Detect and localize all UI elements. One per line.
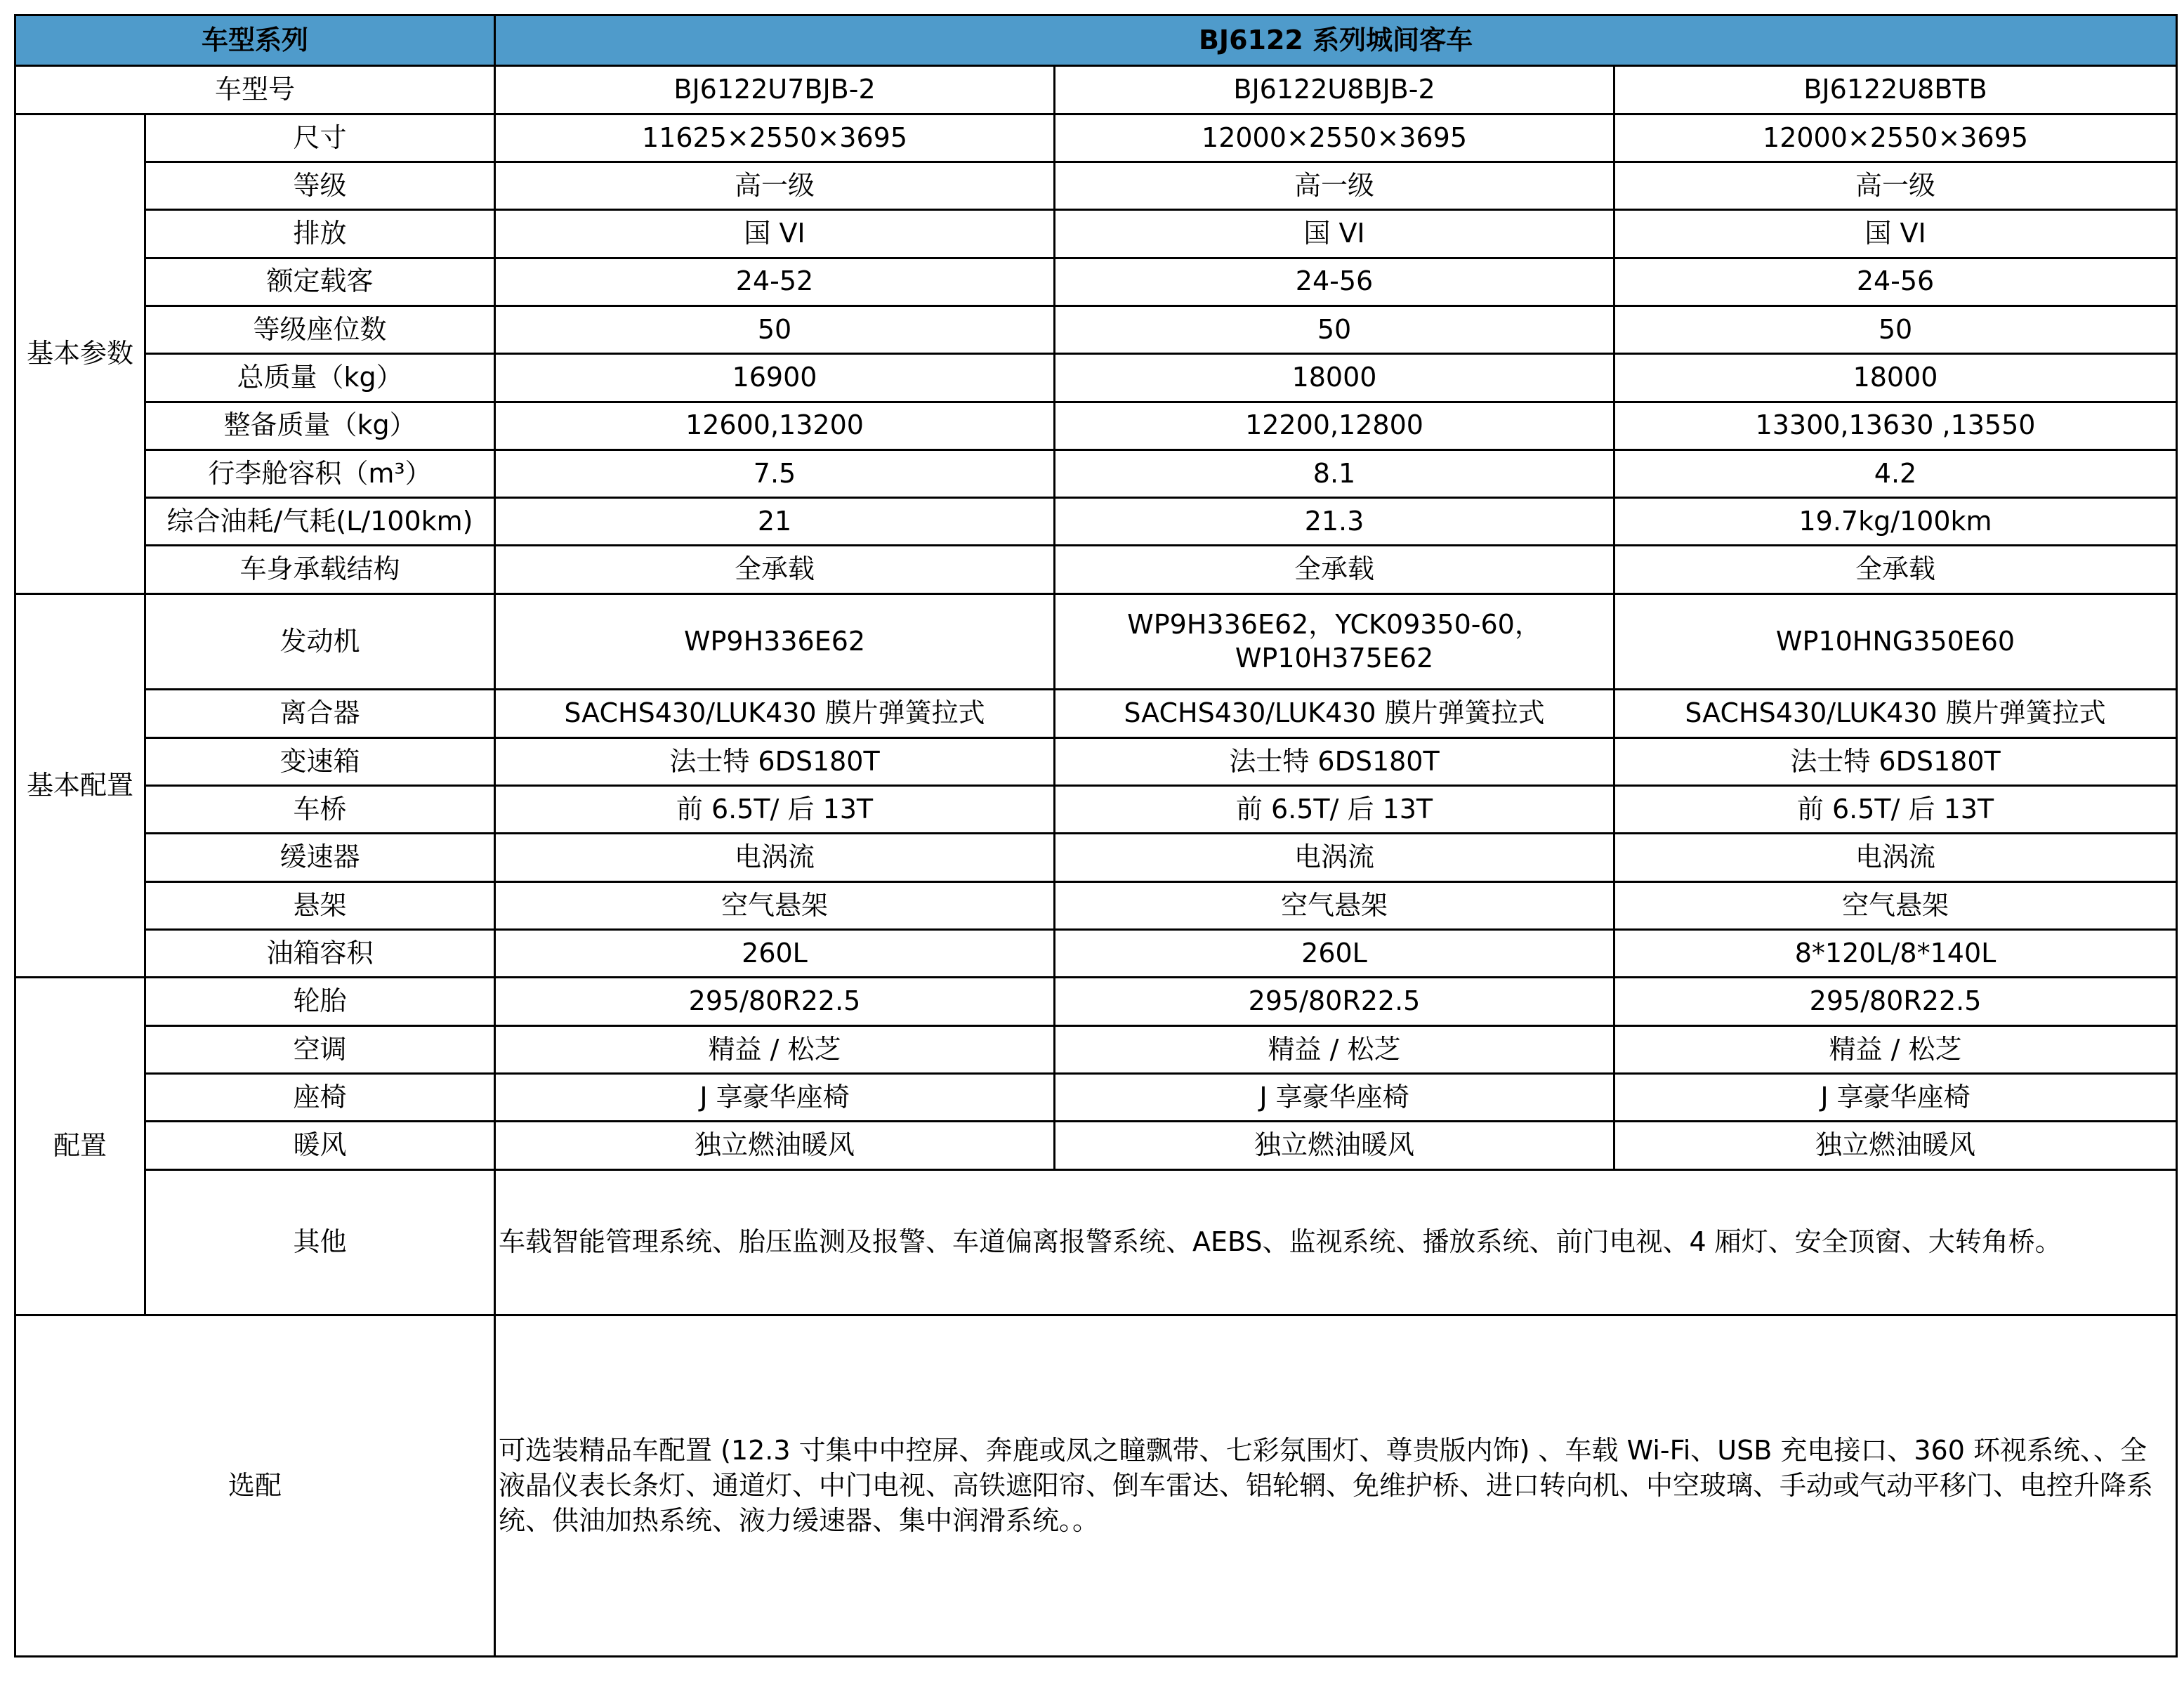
row-label: 其他 <box>145 1169 495 1315</box>
table-cell: 295/80R22.5 <box>495 978 1055 1025</box>
table-cell: 国 VI <box>495 210 1055 258</box>
table-cell: 12600,13200 <box>495 402 1055 449</box>
table-row <box>15 114 2177 162</box>
table-cell: 21.3 <box>1055 498 1614 546</box>
table-row <box>15 929 2177 977</box>
table-cell: 7.5 <box>495 449 1055 497</box>
table-row <box>15 834 2177 881</box>
spec-table <box>14 14 2178 1658</box>
table-cell-engine-multi <box>1055 593 1614 690</box>
table-cell: 全承载 <box>1614 546 2177 593</box>
table-cell: 国 VI <box>1614 210 2177 258</box>
table-row <box>15 1315 2177 1657</box>
table-cell: 独立燃油暖风 <box>1055 1122 1614 1169</box>
table-cell: 独立燃油暖风 <box>495 1122 1055 1169</box>
table-cell: 11625×2550×3695 <box>495 114 1055 162</box>
model-cell: BJ6122U7BJB-2 <box>495 66 1055 114</box>
row-label: 总质量（kg） <box>145 354 495 402</box>
row-label: 行李舱容积（m³） <box>145 449 495 497</box>
table-row <box>15 881 2177 929</box>
section-config: 配置 <box>15 978 145 1315</box>
table-cell: 精益 / 松芝 <box>1614 1025 2177 1073</box>
table-cell: 21 <box>495 498 1055 546</box>
row-label: 悬架 <box>145 881 495 929</box>
table-cell: 独立燃油暖风 <box>1614 1122 2177 1169</box>
table-row <box>15 354 2177 402</box>
table-cell: SACHS430/LUK430 膜片弹簧拉式 <box>1055 690 1614 737</box>
model-cell: BJ6122U8BJB-2 <box>1055 66 1614 114</box>
table-cell: 国 VI <box>1055 210 1614 258</box>
row-label: 车身承载结构 <box>145 546 495 593</box>
series-label: 车型系列 <box>15 15 495 66</box>
row-label: 整备质量（kg） <box>145 402 495 449</box>
row-label: 等级 <box>145 162 495 209</box>
row-label: 排放 <box>145 210 495 258</box>
table-cell: WP9H336E62 <box>495 593 1055 690</box>
row-label: 空调 <box>145 1025 495 1073</box>
table-cell: 全承载 <box>1055 546 1614 593</box>
row-label: 油箱容积 <box>145 929 495 977</box>
table-cell: SACHS430/LUK430 膜片弹簧拉式 <box>495 690 1055 737</box>
table-cell: 295/80R22.5 <box>1055 978 1614 1025</box>
table-cell: 法士特 6DS180T <box>495 737 1055 785</box>
table-cell: 8.1 <box>1055 449 1614 497</box>
table-cell: 24-56 <box>1614 258 2177 306</box>
table-cell: 精益 / 松芝 <box>495 1025 1055 1073</box>
table-cell: 法士特 6DS180T <box>1055 737 1614 785</box>
optional-features-text: 可选装精品车配置 (12.3 寸集中中控屏、奔鹿或凤之瞳飘带、七彩氛围灯、尊贵版内饰) 、车载 Wi-Fi、USB 充电接口、360 环视系统、、全液晶仪表长条灯、通道灯、中门电视、高铁遮阳帘、倒车雷达、铝轮辋、免维护桥、进口转向机、中空玻璃、手动或气动平移门、电控升降系统、供油加热系统、液力缓速器、集中润滑系统。。 <box>495 1315 2177 1657</box>
table-cell: 前 6.5T/ 后 13T <box>495 786 1055 834</box>
table-cell: 8*120L/8*140L <box>1614 929 2177 977</box>
other-features-text: 车载智能管理系统、胎压监测及报警、车道偏离报警系统、AEBS、监视系统、播放系统、前门电视、4 厢灯、安全顶窗、大转角桥。 <box>495 1169 2177 1315</box>
table-row <box>15 498 2177 546</box>
model-cell: BJ6122U8BTB <box>1614 66 2177 114</box>
table-cell: 16900 <box>495 354 1055 402</box>
header-row <box>15 15 2177 66</box>
table-cell: J 享豪华座椅 <box>495 1073 1055 1121</box>
table-cell: 空气悬架 <box>1055 881 1614 929</box>
table-cell: 高一级 <box>1614 162 2177 209</box>
table-cell: 18000 <box>1055 354 1614 402</box>
table-cell: 13300,13630 ,13550 <box>1614 402 2177 449</box>
model-row <box>15 66 2177 114</box>
table-row <box>15 978 2177 1025</box>
table-row <box>15 402 2177 449</box>
table-cell: 空气悬架 <box>495 881 1055 929</box>
table-row <box>15 1025 2177 1073</box>
section-basic-params: 基本参数 <box>15 114 145 593</box>
table-row <box>15 593 2177 690</box>
table-cell: 18000 <box>1614 354 2177 402</box>
row-label: 发动机 <box>145 593 495 690</box>
table-cell: 空气悬架 <box>1614 881 2177 929</box>
table-cell: SACHS430/LUK430 膜片弹簧拉式 <box>1614 690 2177 737</box>
table-cell: 电涡流 <box>495 834 1055 881</box>
table-row <box>15 1073 2177 1121</box>
table-cell: 12000×2550×3695 <box>1055 114 1614 162</box>
table-cell: 19.7kg/100km <box>1614 498 2177 546</box>
table-row <box>15 162 2177 209</box>
table-cell: 电涡流 <box>1614 834 2177 881</box>
row-label: 缓速器 <box>145 834 495 881</box>
series-value: BJ6122 系列城间客车 <box>495 15 2177 66</box>
engine-line: WP9H336E62，YCK09350-60， <box>1127 609 1541 641</box>
table-cell: 260L <box>1055 929 1614 977</box>
table-cell: 260L <box>495 929 1055 977</box>
row-label: 轮胎 <box>145 978 495 1025</box>
table-cell: 24-52 <box>495 258 1055 306</box>
row-label: 综合油耗/气耗(L/100km) <box>145 498 495 546</box>
section-optional: 选配 <box>15 1315 495 1657</box>
table-row <box>15 786 2177 834</box>
table-cell: 24-56 <box>1055 258 1614 306</box>
table-row <box>15 210 2177 258</box>
row-label: 座椅 <box>145 1073 495 1121</box>
table-cell: 全承载 <box>495 546 1055 593</box>
row-label: 等级座位数 <box>145 306 495 353</box>
table-cell: 12200,12800 <box>1055 402 1614 449</box>
section-basic-config: 基本配置 <box>15 593 145 978</box>
table-cell: 4.2 <box>1614 449 2177 497</box>
table-cell: 50 <box>495 306 1055 353</box>
table-row <box>15 690 2177 737</box>
table-cell: 法士特 6DS180T <box>1614 737 2177 785</box>
row-label: 车桥 <box>145 786 495 834</box>
table-row <box>15 449 2177 497</box>
table-cell: 精益 / 松芝 <box>1055 1025 1614 1073</box>
table-row <box>15 546 2177 593</box>
table-cell: 前 6.5T/ 后 13T <box>1055 786 1614 834</box>
table-row <box>15 258 2177 306</box>
table-cell: 50 <box>1614 306 2177 353</box>
table-row <box>15 306 2177 353</box>
row-label: 额定载客 <box>145 258 495 306</box>
table-cell: 50 <box>1055 306 1614 353</box>
table-cell: 高一级 <box>1055 162 1614 209</box>
table-cell: 前 6.5T/ 后 13T <box>1614 786 2177 834</box>
table-cell: 高一级 <box>495 162 1055 209</box>
row-label: 暖风 <box>145 1122 495 1169</box>
table-cell: J 享豪华座椅 <box>1055 1073 1614 1121</box>
table-row <box>15 1122 2177 1169</box>
table-cell: J 享豪华座椅 <box>1614 1073 2177 1121</box>
table-cell: WP10HNG350E60 <box>1614 593 2177 690</box>
table-row <box>15 1169 2177 1315</box>
table-cell: 12000×2550×3695 <box>1614 114 2177 162</box>
row-label: 变速箱 <box>145 737 495 785</box>
row-label: 离合器 <box>145 690 495 737</box>
table-row <box>15 737 2177 785</box>
table-cell: 295/80R22.5 <box>1614 978 2177 1025</box>
row-label: 尺寸 <box>145 114 495 162</box>
engine-line: WP10H375E62 <box>1235 642 1434 674</box>
table-cell: 电涡流 <box>1055 834 1614 881</box>
model-label: 车型号 <box>15 66 495 114</box>
